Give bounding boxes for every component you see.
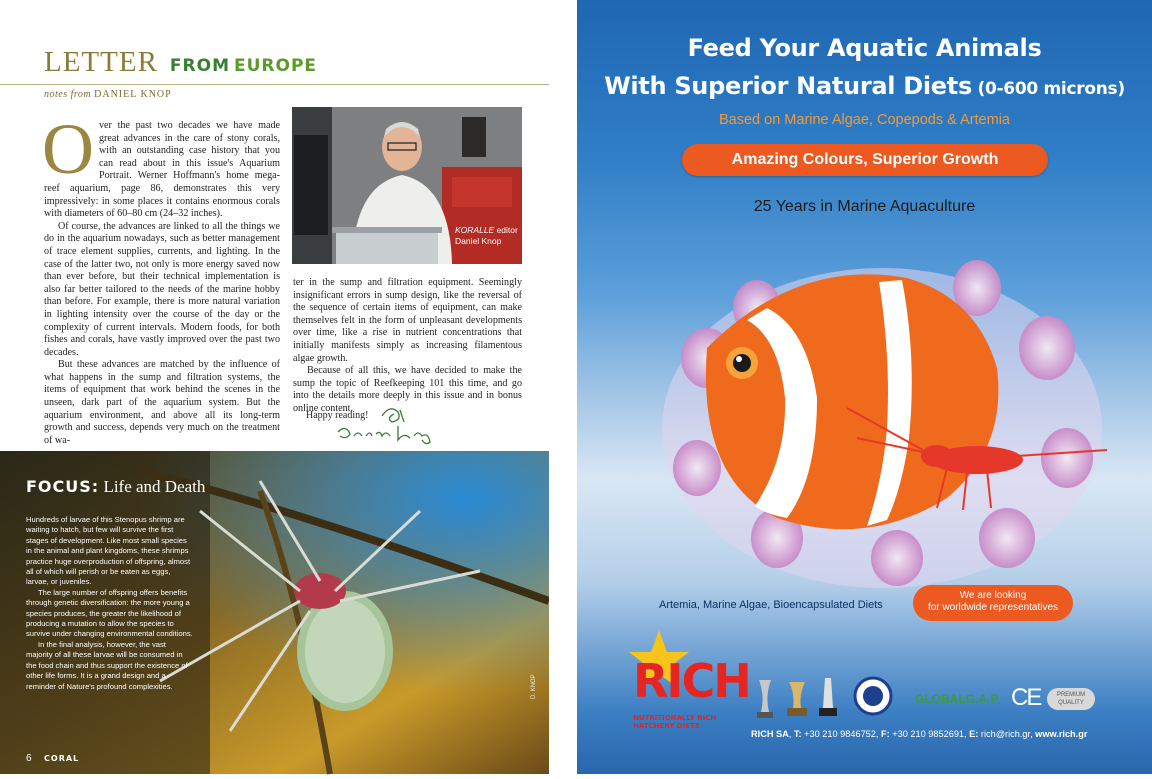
premium-quality-badge (1047, 688, 1095, 710)
masthead-letter: LETTER (44, 46, 158, 78)
ad-representatives-pill (913, 585, 1073, 621)
ad-representatives-line2: for worldwide representatives (927, 602, 1059, 613)
masthead-from: FROM (169, 56, 230, 76)
contact-phone-label: T: (793, 729, 802, 739)
focus-label: FOCUS: (26, 477, 100, 496)
contact-email-label: E: (969, 729, 979, 739)
magazine-name: CORAL (44, 754, 80, 763)
masthead (44, 46, 317, 79)
focus-title (26, 477, 205, 497)
premium-quality-line1: PREMIUM (1056, 692, 1086, 698)
article-paragraph-text: ver the past two decades we have made great advances in the care of stony corals, with an outstanding case history that you can read about in this issue's Aquarium Portrait. Werner Hoffmann's home mega-reef aquarium, page 86, demonstrates this very impressively: in some places it contains enormous corals with diameters of 60–80 cm (24–32 inches). (44, 120, 280, 220)
masthead-europe: EUROPE (234, 56, 318, 76)
contact-fax: +30 210 9852691 (892, 729, 965, 739)
drop-cap: O (42, 109, 94, 189)
ad-headline-line2-main: With Superior Natural Diets (604, 72, 972, 100)
page-gutter (549, 0, 577, 774)
rich-logo-text: RICH (633, 654, 750, 708)
contact-fax-label: F: (881, 729, 890, 739)
ad-headline-line2 (577, 72, 1152, 100)
clownfish-anemone-image (647, 238, 1117, 598)
ad-headline-line2-small: (0-600 microns) (971, 79, 1125, 99)
page-number: 6 (26, 753, 32, 764)
caption-suffix: editor (494, 225, 518, 235)
ad-representatives-line1: We are looking (959, 590, 1027, 601)
photo-credit: D. KNOP (531, 674, 537, 699)
article-column-2 (293, 277, 522, 414)
signature-graphic (332, 402, 452, 448)
contact-website[interactable]: www.rich.gr (1035, 729, 1088, 739)
ad-tagline-pill: Amazing Colours, Superior Growth (682, 144, 1048, 176)
rich-logo-subtitle-line1: NUTRITIONALLY RICH (633, 714, 717, 722)
premium-quality-line2: QUALITY (1058, 700, 1084, 706)
contact-company: RICH SA (751, 729, 789, 739)
focus-text (26, 515, 194, 692)
ad-headline-line1: Feed Your Aquatic Animals (687, 34, 1042, 62)
globalgap-certification: GLOBALG.A.P. (915, 692, 1001, 706)
ad-product-line: Artemia, Marine Algae, Bioencapsulated Diets (659, 599, 883, 611)
article-paragraph: ter in the sump and filtration equipment. Seemingly insignificant errors in sump design, like the reversal of the sequence of certain items of equipment, can make themselves felt in the form of unpleasant developments over time, like a rise in nutrient concentrations that initially manifests simply as increasing filamentous algae growth. (293, 277, 522, 364)
focus-heading: Life and Death (99, 477, 206, 496)
caption-magazine: KORALLE (455, 225, 495, 235)
masthead-rule (0, 84, 549, 85)
advertisement-page (577, 0, 1152, 774)
byline-name: DANIEL KNOP (94, 89, 172, 100)
focus-paragraph: Hundreds of larvae of this Stenopus shrimp are waiting to hatch, but few will survive the first stages of development. Like most small species in the animal and plant kingdoms, these shrimps practice huge overproduction of offspring, almost all of which will perish or be eaten as eggs, larvae, or juveniles. (26, 515, 191, 587)
focus-panel (0, 451, 549, 774)
ad-subtitle: Based on Marine Algae, Copepods & Artemia (719, 112, 1010, 128)
ad-contact-line: RICH SA, T: +30 210 9846752, F: +30 210 9852691, E: rich@rich.gr, www.rich.gr (751, 729, 1088, 739)
photo-caption (455, 225, 518, 247)
left-page (0, 0, 549, 774)
caption-name: Daniel Knop (455, 236, 502, 246)
contact-email[interactable]: rich@rich.gr (980, 729, 1031, 739)
article-paragraph (42, 109, 280, 221)
editor-photo (292, 107, 522, 264)
byline-prefix: notes from (44, 89, 92, 100)
article-paragraph: But these advances are matched by the influence of what happens in the sump and filtration systems, the items of equipment that work behind the scenes in the unseen, dark part of the aquarium system. But the aquarium environment, and above all its long-term growth and success, depends very much on the treatment of wa- (44, 359, 280, 446)
rich-logo-subtitle (633, 714, 737, 730)
focus-paragraph: In the final analysis, however, the vast majority of all these larvae will be consumed in the food chain and thus support the existence of other life forms. It is a grand design and a reminder of Nature's profound complexities. (26, 639, 188, 691)
rich-logo-subtitle-line2: HATCHERY DIETS (633, 722, 700, 730)
ad-years: 25 Years in Marine Aquaculture (753, 198, 976, 215)
article-paragraph: Because of all this, we have decided to make the sump the topic of Reefkeeping 101 this time, and go into the details more deeply in this issue and in bonus online content. (293, 365, 522, 414)
signoff: Happy reading! (306, 410, 369, 421)
award-trophies-icon (749, 676, 899, 720)
page-footer (26, 748, 79, 766)
byline (44, 89, 172, 100)
focus-paragraph: The large number of offspring offers benefits through genetic diversification: the more young a species produces, the greater the likelihood of producing a mutation to allow the species to survive under changing environmental conditions. (26, 587, 193, 639)
article-column-1 (42, 109, 280, 446)
ce-mark: CE (1011, 684, 1041, 711)
article-paragraph: Of course, the advances are linked to all the things we do in the aquarium nowadays, such as better management of trace element supplies, currents, and lighting. In the case of the latter two, not only is more energy saved now than ever before, but their technical implementation is also far better tailored to the needs of the marine hobby than before. For example, there is more natural variation in lighting intensity over the course of the day or the complexity of current intervals. Modern foods, for both fishes and corals, have vastly improved over the past two decades. (44, 220, 280, 358)
contact-phone: +30 210 9846752 (804, 729, 876, 739)
